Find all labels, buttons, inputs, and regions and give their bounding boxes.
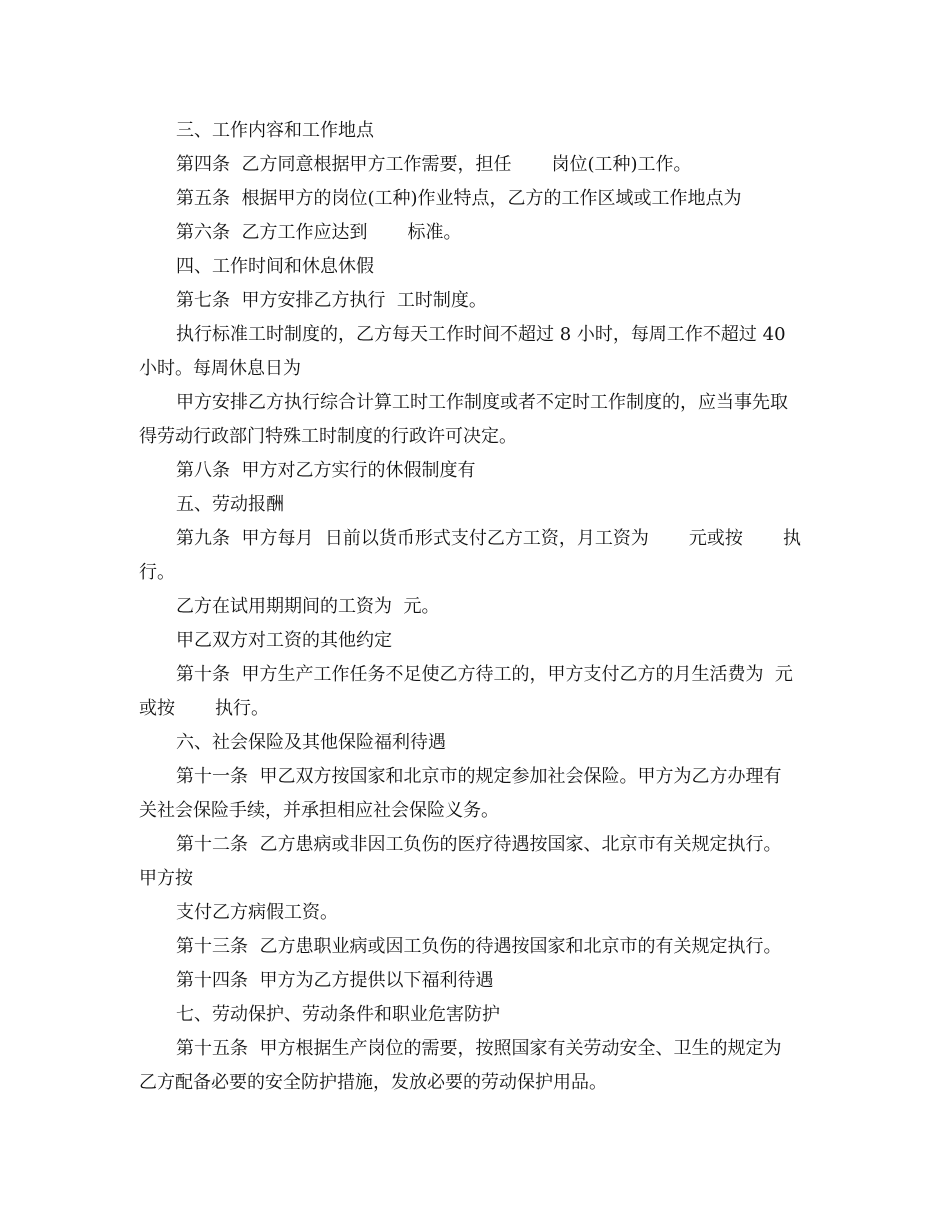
document-line: 四、工作时间和休息休假 — [176, 256, 374, 277]
document-line: 乙方在试用期期间的工资为 元。 — [176, 596, 440, 617]
document-line: 执行标准工时制度的，乙方每天工作时间不超过 8 小时，每周工作不超过 40 — [176, 324, 786, 345]
document-line: 甲方按 — [139, 868, 193, 889]
document-line: 或按 执行。 — [139, 698, 270, 719]
document-line: 第十二条 乙方患病或非因工负伤的医疗待遇按国家、北京市有关规定执行。 — [176, 834, 782, 855]
document-line: 三、工作内容和工作地点 — [176, 120, 374, 141]
document-line: 七、劳动保护、劳动条件和职业危害防护 — [176, 1004, 500, 1025]
document-line: 五、劳动报酬 — [176, 494, 284, 515]
document-line: 第十一条 甲乙双方按国家和北京市的规定参加社会保险。甲方为乙方办理有 — [176, 766, 782, 787]
document-line: 甲乙双方对工资的其他约定 — [176, 630, 392, 651]
document-line: 乙方配备必要的安全防护措施，发放必要的劳动保护用品。 — [139, 1072, 607, 1093]
document-line: 支付乙方病假工资。 — [176, 902, 338, 923]
document-line: 第八条 甲方对乙方实行的休假制度有 — [176, 460, 476, 481]
document-body — [139, 114, 815, 1100]
document-line: 第十四条 甲方为乙方提供以下福利待遇 — [176, 970, 494, 991]
document-line: 第五条 根据甲方的岗位(工种)作业特点，乙方的工作区域或工作地点为 — [176, 188, 742, 209]
document-line: 行。 — [139, 562, 175, 583]
document-line: 第四条 乙方同意根据甲方工作需要，担任 岗位(工种)工作。 — [176, 154, 692, 175]
document-line: 小时。每周休息日为 — [139, 358, 301, 379]
document-line: 第十条 甲方生产工作任务不足使乙方待工的，甲方支付乙方的月生活费为 元 — [176, 664, 793, 685]
document-line: 关社会保险手续，并承担相应社会保险义务。 — [139, 800, 499, 821]
document-line: 第十五条 甲方根据生产岗位的需要，按照国家有关劳动安全、卫生的规定为 — [176, 1038, 782, 1059]
document-line: 六、社会保险及其他保险福利待遇 — [176, 732, 446, 753]
document-line: 第九条 甲方每月 日前以货币形式支付乙方工资，月工资为 元或按 执 — [176, 528, 801, 549]
document-line: 第六条 乙方工作应达到 标准。 — [176, 222, 462, 243]
document-line: 得劳动行政部门特殊工时制度的行政许可决定。 — [139, 426, 517, 447]
document-line: 第十三条 乙方患职业病或因工负伤的待遇按国家和北京市的有关规定执行。 — [176, 936, 782, 957]
document-line: 甲方安排乙方执行综合计算工时工作制度或者不定时工作制度的，应当事先取 — [176, 392, 788, 413]
document-line: 第七条 甲方安排乙方执行 工时制度。 — [176, 290, 487, 311]
